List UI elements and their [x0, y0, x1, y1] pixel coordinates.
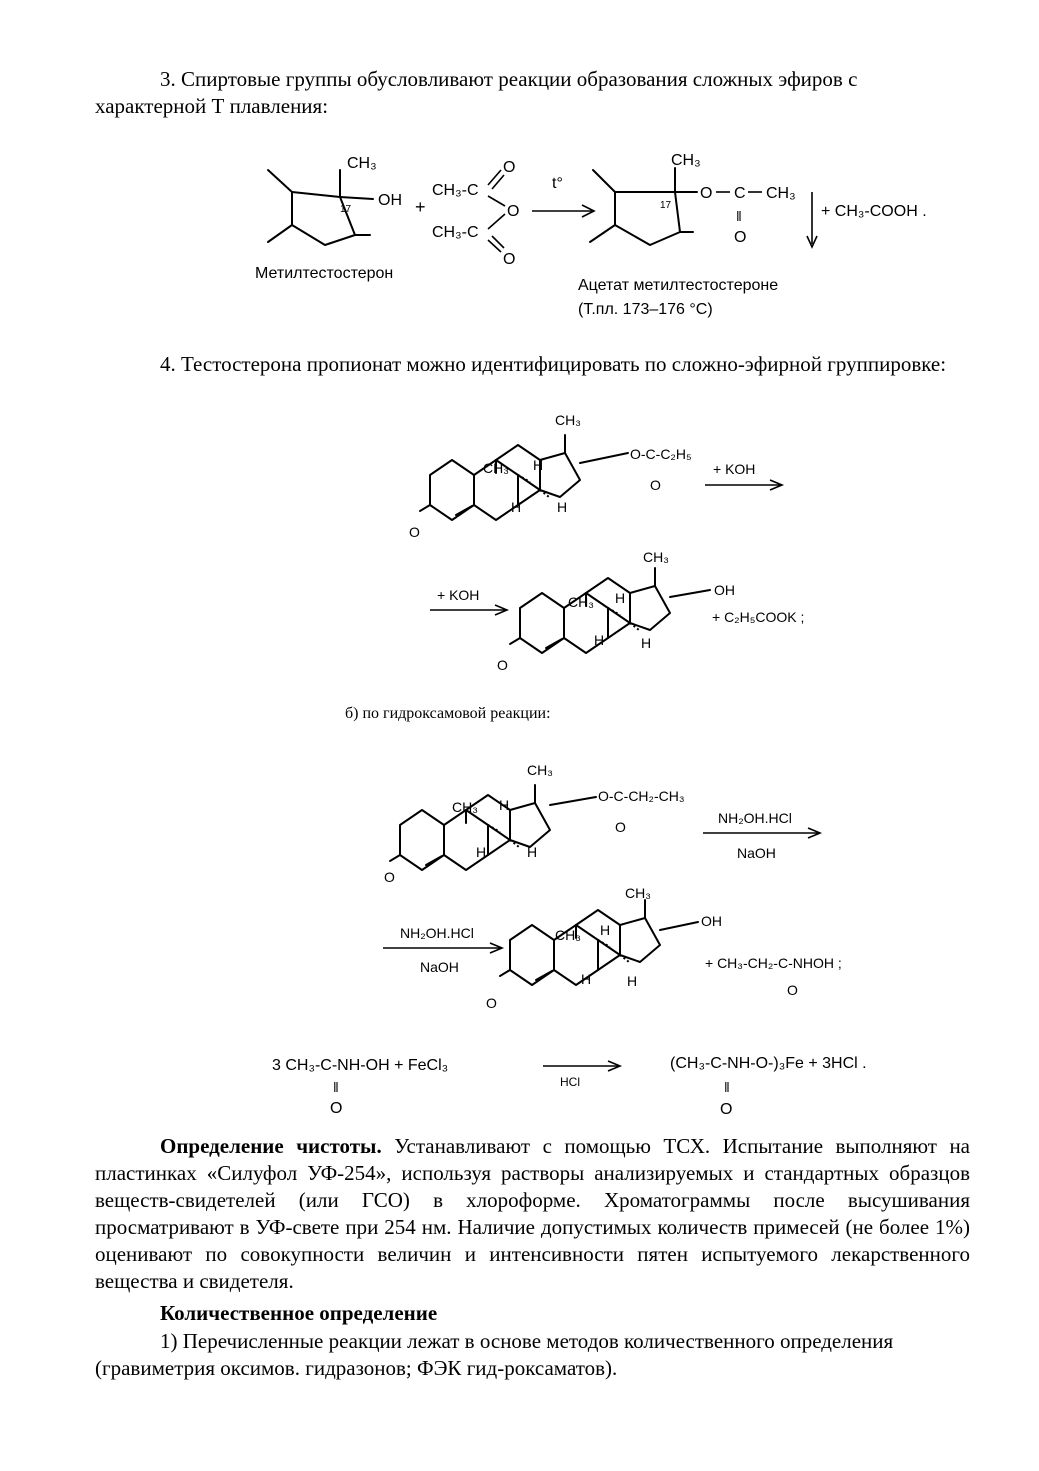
anh-top-label: CH₃-C	[432, 182, 479, 199]
fe-product: (CH₃-C-NH-O-)₃Fe + 3HCl .	[670, 1055, 867, 1072]
p-c17-label: 17	[660, 200, 672, 211]
s2-ch3: CH₃	[643, 549, 669, 565]
fe-product-o: O	[720, 1101, 733, 1118]
reactant-label: Метилтестостерон	[255, 265, 394, 282]
purity-heading: Определение чистоты.	[160, 1134, 382, 1158]
s3-ch3-inner: CH₃	[452, 799, 478, 815]
s4-byproduct-o: O	[787, 982, 798, 998]
fe-reactant: 3 CH₃-C-NH-OH + FeCl₃	[272, 1057, 449, 1074]
s3-o: O	[384, 869, 395, 885]
s2-h3: H	[641, 635, 652, 651]
anh-bottom-label: CH₃-C	[432, 224, 479, 241]
ester-c-label: C	[734, 185, 746, 202]
s4-oh: OH	[701, 913, 722, 929]
s1-koh: + KOH	[713, 461, 756, 477]
s1-ch3: CH₃	[555, 412, 581, 428]
fe-product-dbl: ‖	[724, 1079, 730, 1095]
s2-oh: OH	[714, 582, 735, 598]
r-ch3-label: CH₃	[347, 155, 377, 172]
p-ch3-label: CH₃	[671, 152, 701, 169]
fe-reactant-dbl: ‖	[333, 1079, 339, 1095]
s3-h3: H	[527, 844, 538, 860]
ester-dbl: ‖	[736, 208, 742, 224]
s2-koh: + KOH	[437, 587, 480, 603]
s4-h2: H	[581, 971, 592, 987]
ester-o-label: O	[700, 185, 713, 202]
s4-h3: H	[627, 973, 638, 989]
s1-ch3-inner: CH₃	[483, 460, 509, 476]
s2-ch3-inner: CH₃	[568, 594, 594, 610]
s3-ester: O-C-CH₂-CH₃	[598, 788, 685, 804]
s3-h2: H	[476, 844, 487, 860]
anh-o-mid: O	[507, 203, 520, 220]
heat-condition: t°	[552, 175, 563, 192]
s3-h1: H	[499, 797, 510, 813]
s1-o: O	[409, 524, 420, 540]
product-label: Ацетат метилтестостероне	[578, 277, 779, 294]
fe-reactant-o: O	[330, 1100, 343, 1117]
hydroxamic-caption: б) по гидроксамовой реакции:	[345, 705, 551, 722]
purity-text: Устанавливают с помощью ТСХ. Испытание выполняют на пластинках «Силуфол УФ-254», используя растворы анализируемых и стандартных образцов веществ-свидетелей (или ГСО) в хлороформе. Хроматограммы после высушивания просматривают в УФ-свете при 254 нм. Наличие допустимых количеств примесей (не более 1%) оценивают по совокупности величин и интенсивности пятен испытуемого лекарственного вещества и свидетеля.	[95, 1134, 971, 1293]
s4-byproduct: + CH₃-CH₂-C-NHOH ;	[705, 955, 842, 971]
acetic-acid-byproduct: + CH₃-COOH .	[821, 203, 927, 220]
s4-h1: H	[600, 922, 611, 938]
section3-text: 3. Спиртовые группы обусловливают реакции образования сложных эфиров с характерной Т плавления:	[95, 67, 858, 118]
section4-text: 4. Тестостерона пропионат можно идентифицировать по сложно-эфирной группировке:	[160, 352, 947, 376]
r-c17-label: 17	[340, 204, 352, 215]
s3-ester-o: O	[615, 819, 626, 835]
s3-reagent-bottom: NaOH	[737, 845, 776, 861]
ester-ch3-label: CH₃	[766, 185, 796, 202]
fe-catalyst: HCl	[560, 1075, 580, 1089]
s4-ch3: CH₃	[625, 885, 651, 901]
s2-h1: H	[615, 590, 626, 606]
s1-ester-o: O	[650, 477, 661, 493]
quant-text: 1) Перечисленные реакции лежат в основе методов количественного определения (гравиметрия оксимов. гидразонов; ФЭК гид-роксаматов).	[95, 1329, 894, 1380]
s2-h2: H	[594, 632, 605, 648]
s1-h3: H	[557, 499, 568, 515]
plus-1: +	[415, 197, 426, 217]
s1-h2: H	[511, 499, 522, 515]
s4-ch3-inner: CH₃	[555, 927, 581, 943]
quant-heading: Количественное определение	[160, 1301, 438, 1325]
s2-byproduct: + C₂H₅COOK ;	[712, 609, 805, 625]
r-oh-label: OH	[378, 192, 402, 209]
s1-h1: H	[533, 457, 544, 473]
anh-o-bottom: O	[503, 251, 516, 268]
s3-ch3: CH₃	[527, 762, 553, 778]
s1-ester: O-C-C₂H₅	[630, 446, 692, 462]
anh-o-top: O	[503, 159, 516, 176]
product-mp: (Т.пл. 173–176 °С)	[578, 301, 713, 318]
s2-o: O	[497, 657, 508, 673]
s3-reagent-top: NH₂OH.HCl	[718, 810, 792, 826]
purity-paragraph	[95, 1133, 970, 1295]
s4-o: O	[486, 995, 497, 1011]
s4-reagent-bottom: NaOH	[420, 959, 459, 975]
s4-reagent-top: NH₂OH.HCl	[400, 925, 474, 941]
ester-o2-label: O	[734, 229, 747, 246]
